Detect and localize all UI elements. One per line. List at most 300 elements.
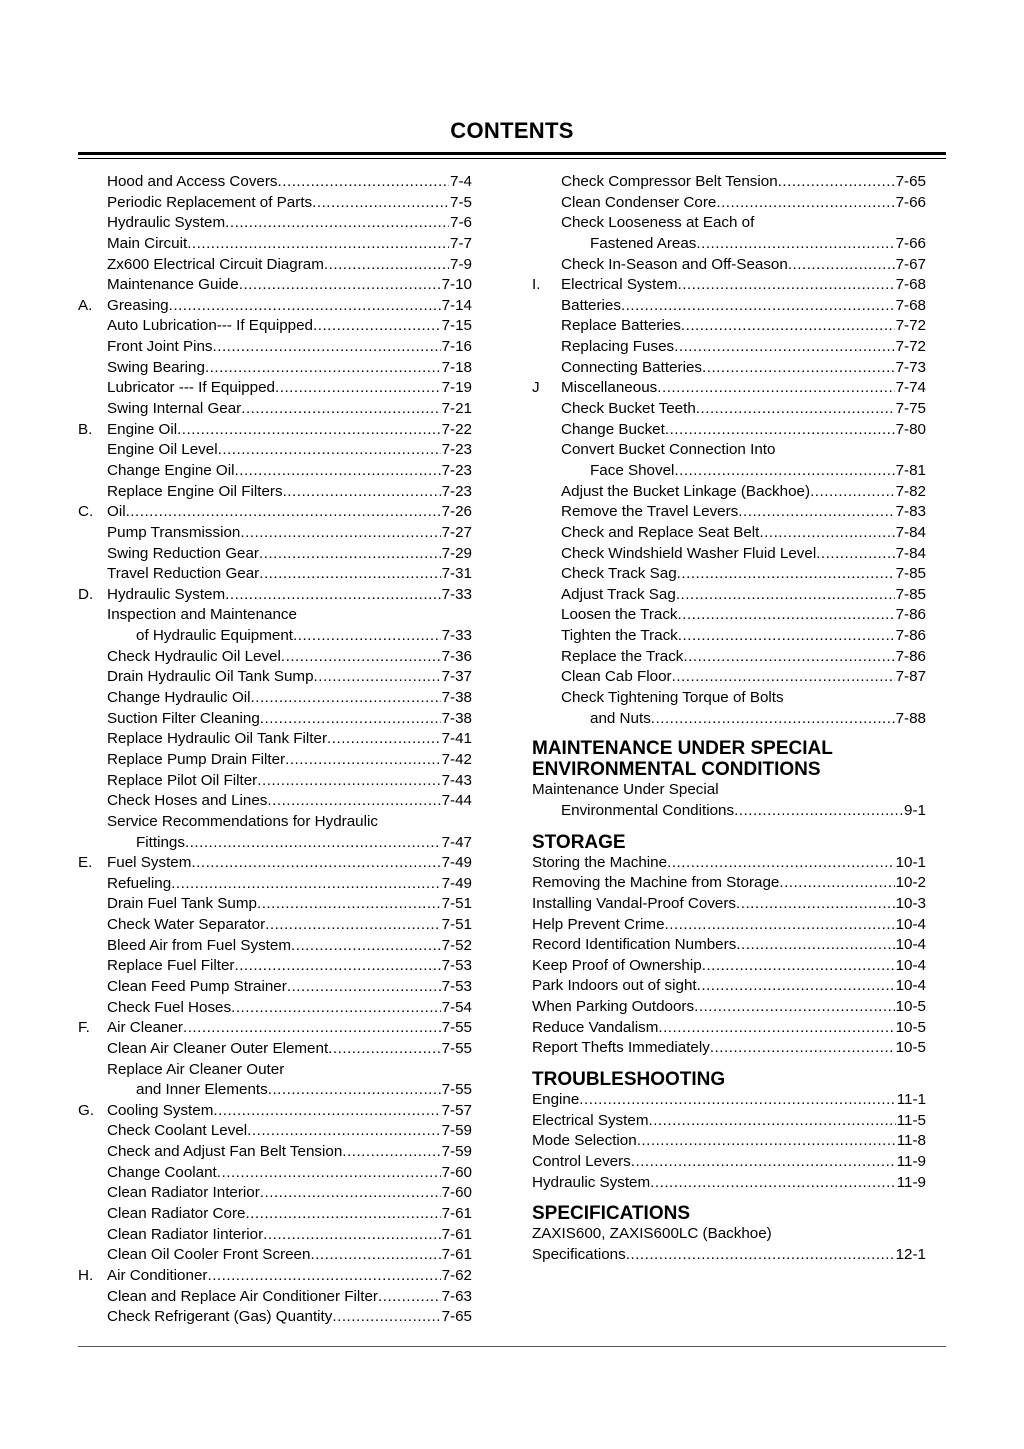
toc-entry-page: 7-6 [450, 214, 472, 232]
toc-entry-title: Hydraulic System [107, 585, 226, 603]
toc-entry[interactable] [78, 1307, 472, 1328]
toc-entry-marker [532, 234, 561, 255]
toc-entry-marker [78, 750, 107, 771]
toc-entry-marker [532, 420, 561, 441]
toc-entry[interactable] [78, 461, 472, 482]
toc-entry[interactable] [78, 812, 472, 833]
toc-entry-marker [78, 1060, 107, 1081]
toc-entry-title: Check and Adjust Fan Belt Tension [107, 1143, 343, 1161]
toc-entry[interactable] [532, 193, 926, 214]
toc-entry[interactable] [532, 935, 926, 956]
toc-entry-title: and Nuts [590, 709, 651, 727]
toc-entry-marker [78, 1307, 107, 1328]
toc-entry[interactable] [78, 1142, 472, 1163]
toc-entry[interactable] [78, 626, 472, 647]
toc-entry-marker: A. [78, 296, 93, 314]
toc-entry[interactable] [78, 234, 472, 255]
toc-entry-page: 9-1 [904, 801, 926, 819]
toc-entry-page: 7-29 [441, 544, 472, 562]
toc-leader-dots [268, 1080, 441, 1101]
toc-entry[interactable] [532, 626, 926, 647]
toc-entry-page: 7-7 [450, 234, 472, 252]
toc-entry-title: Park Indoors out of sight [532, 977, 697, 995]
toc-entry-title: Replace Pilot Oil Filter [107, 771, 258, 789]
toc-entry[interactable] [532, 1090, 926, 1111]
toc-entry-marker [532, 667, 561, 688]
toc-entry[interactable] [78, 936, 472, 957]
toc-entry-title: Check Hydraulic Oil Level [107, 647, 281, 665]
toc-entry[interactable] [78, 874, 472, 895]
toc-entry-page: 10-5 [895, 1039, 926, 1057]
toc-entry-title: Check Bucket Teeth [561, 400, 696, 418]
toc-entry[interactable] [78, 255, 472, 276]
toc-entry[interactable] [78, 977, 472, 998]
toc-entry-page: 10-4 [895, 915, 926, 933]
toc-entry-page: 7-21 [441, 400, 472, 418]
toc-leader-dots [218, 440, 441, 461]
toc-entry[interactable] [78, 1101, 472, 1122]
toc-entry-title: Tighten the Track [561, 627, 678, 645]
toc-entry-marker [78, 1204, 107, 1225]
toc-entry-marker [78, 729, 107, 750]
toc-entry-marker [78, 1163, 107, 1184]
toc-entry-page: 7-42 [441, 750, 472, 768]
toc-entry-title: Face Shovel [590, 461, 675, 479]
toc-entry-title: Reduce Vandalism [532, 1018, 659, 1036]
toc-entry-page: 7-54 [441, 998, 472, 1016]
toc-entry-page: 7-52 [441, 936, 472, 954]
toc-entry-title: Service Recommendations for Hydraulic [107, 812, 378, 830]
toc-entry[interactable] [78, 833, 472, 854]
toc-leader-dots [677, 275, 894, 296]
toc-entry[interactable] [78, 956, 472, 977]
toc-entry-marker [532, 585, 561, 606]
toc-entry[interactable] [78, 1225, 472, 1246]
toc-entry-page: 7-66 [895, 234, 926, 252]
toc-entry-title: Periodic Replacement of Parts [107, 193, 313, 211]
toc-entry-marker [78, 544, 107, 565]
toc-entry-marker [78, 358, 107, 379]
toc-entry-page: 11-5 [896, 1111, 926, 1129]
toc-entry[interactable] [532, 585, 926, 606]
toc-entry-page: 7-72 [895, 317, 926, 335]
toc-entry-page: 7-60 [441, 1184, 472, 1202]
toc-entry[interactable] [532, 647, 926, 668]
toc-entry[interactable] [78, 915, 472, 936]
toc-entry-title: Storing the Machine [532, 853, 668, 871]
toc-entry-marker [78, 791, 107, 812]
toc-entry-marker [532, 564, 561, 585]
toc-entry-marker [532, 296, 561, 317]
toc-entry-title: Engine Oil Level [107, 441, 218, 459]
toc-entry-title: Swing Reduction Gear [107, 544, 259, 562]
toc-leader-dots [759, 523, 894, 544]
toc-entry[interactable] [78, 172, 472, 193]
toc-leader-dots [285, 750, 440, 771]
toc-entry-page: 7-55 [441, 1039, 472, 1057]
toc-entry-marker: C. [78, 503, 94, 521]
toc-entry[interactable] [78, 523, 472, 544]
toc-entry-title: Environmental Conditions [561, 801, 735, 819]
toc-entry-marker [78, 1245, 107, 1266]
toc-entry[interactable] [78, 1266, 472, 1287]
toc-entry-title: Help Prevent Crime [532, 915, 665, 933]
toc-entry[interactable] [532, 296, 926, 317]
toc-leader-dots [328, 1039, 440, 1060]
toc-entry[interactable] [532, 709, 926, 730]
toc-entry-page: 7-68 [895, 296, 926, 314]
toc-entry-title: of Hydraulic Equipment [136, 627, 294, 645]
toc-entry-page: 7-60 [441, 1163, 472, 1181]
toc-entry[interactable] [78, 337, 472, 358]
toc-entry[interactable] [532, 358, 926, 379]
toc-entry-marker: D. [78, 585, 94, 603]
toc-entry-page: 7-62 [441, 1266, 472, 1284]
toc-entry-page: 7-86 [895, 647, 926, 665]
toc-entry[interactable] [532, 956, 926, 977]
toc-entry-marker [532, 193, 561, 214]
toc-leader-dots [251, 688, 441, 709]
toc-entry[interactable] [78, 729, 472, 750]
toc-entry-page: 7-65 [441, 1308, 472, 1326]
toc-entry[interactable] [532, 915, 926, 936]
toc-entry-marker [78, 915, 107, 936]
toc-entry-page: 7-49 [441, 854, 472, 872]
toc-entry[interactable] [78, 998, 472, 1019]
toc-entry-marker [532, 502, 561, 523]
toc-entry[interactable] [532, 1224, 926, 1245]
toc-entry-marker: F. [78, 1019, 90, 1037]
toc-leader-dots [665, 420, 895, 441]
toc-entry[interactable] [532, 440, 926, 461]
toc-entry-page: 7-33 [441, 585, 472, 603]
toc-entry-marker [78, 998, 107, 1019]
toc-entry-title: Maintenance Guide [107, 276, 239, 294]
toc-entry[interactable] [532, 976, 926, 997]
toc-entry-title: Clean Feed Pump Strainer [107, 977, 287, 995]
toc-entry-marker [532, 523, 561, 544]
toc-entry[interactable] [78, 894, 472, 915]
toc-entry[interactable] [532, 873, 926, 894]
toc-entry[interactable] [78, 1080, 472, 1101]
toc-entry[interactable] [78, 709, 472, 730]
toc-entry-marker [532, 358, 561, 379]
toc-entry-page: 7-86 [895, 606, 926, 624]
toc-entry[interactable] [78, 1287, 472, 1308]
toc-entry-title: Clean Cab Floor [561, 668, 672, 686]
toc-entry-page: 7-41 [441, 730, 472, 748]
toc-leader-dots [716, 193, 894, 214]
toc-entry[interactable] [532, 801, 926, 822]
toc-entry[interactable] [78, 358, 472, 379]
toc-leader-dots [314, 667, 441, 688]
toc-entry-marker [78, 1183, 107, 1204]
toc-entry-page: 7-43 [441, 771, 472, 789]
toc-entry[interactable] [532, 1152, 926, 1173]
toc-entry-marker: E. [78, 854, 93, 872]
toc-leader-dots [648, 1111, 895, 1132]
toc-leader-dots [187, 234, 449, 255]
toc-leader-dots [579, 1090, 895, 1111]
toc-entry-title: Clean Radiator Core [107, 1205, 246, 1223]
toc-entry-page: 7-85 [895, 565, 926, 583]
toc-entry-title: Swing Internal Gear [107, 400, 242, 418]
toc-entry[interactable] [532, 564, 926, 585]
toc-entry-title: Keep Proof of Ownership [532, 956, 702, 974]
toc-entry-page: 7-31 [441, 565, 472, 583]
toc-entry[interactable] [532, 1131, 926, 1152]
toc-entry-marker [532, 688, 561, 709]
toc-entry[interactable] [78, 1121, 472, 1142]
toc-entry-title: Replace Engine Oil Filters [107, 482, 283, 500]
toc-entry-marker [78, 936, 107, 957]
toc-leader-dots [678, 605, 895, 626]
toc-entry-title: Specifications [532, 1245, 626, 1263]
toc-entry-page: 10-2 [895, 874, 926, 892]
toc-entry[interactable] [532, 780, 926, 801]
toc-entry-title: Remove the Travel Levers [561, 503, 739, 521]
toc-entry-marker [532, 213, 561, 234]
section-heading-troubleshooting: TROUBLESHOOTING [532, 1068, 726, 1090]
toc-entry-title: ZAXIS600, ZAXIS600LC (Backhoe) [532, 1225, 772, 1243]
toc-entry-title: Electrical System [561, 276, 678, 294]
toc-entry-marker [532, 337, 561, 358]
toc-leader-dots [257, 771, 440, 792]
toc-entry-title: Check Coolant Level [107, 1122, 248, 1140]
toc-entry-page: 7-55 [441, 1019, 472, 1037]
toc-entry-title: Replacing Fuses [561, 338, 675, 356]
toc-entry-title: Front Joint Pins [107, 338, 213, 356]
toc-right-column [532, 172, 926, 1265]
toc-entry[interactable] [78, 585, 472, 606]
toc-entry[interactable] [532, 502, 926, 523]
section-heading-special-1: MAINTENANCE UNDER SPECIAL [532, 738, 833, 760]
toc-entry[interactable] [532, 523, 926, 544]
toc-entry-title: Engine [532, 1090, 580, 1108]
toc-entry[interactable] [78, 482, 472, 503]
toc-entry[interactable] [532, 482, 926, 503]
toc-entry-title: Check Refrigerant (Gas) Quantity [107, 1308, 333, 1326]
toc-entry[interactable] [78, 1163, 472, 1184]
toc-entry[interactable] [78, 399, 472, 420]
toc-leader-dots [171, 874, 440, 895]
toc-right-list [532, 172, 926, 729]
toc-entry-marker [78, 1039, 107, 1060]
toc-entry-page: 7-9 [450, 255, 472, 273]
toc-leader-dots [293, 626, 441, 647]
toc-entry-page: 7-14 [441, 296, 472, 314]
toc-entry[interactable] [78, 213, 472, 234]
toc-entry-title: Check Fuel Hoses [107, 998, 232, 1016]
toc-entry[interactable] [532, 378, 926, 399]
toc-entry-marker [78, 605, 107, 626]
toc-entry-page: 7-67 [895, 255, 926, 273]
toc-entry-marker [532, 605, 561, 626]
toc-entry[interactable] [78, 1204, 472, 1225]
toc-entry[interactable] [78, 750, 472, 771]
toc-entry-marker [78, 461, 107, 482]
toc-leader-dots [651, 709, 895, 730]
toc-entry-title: Replace the Track [561, 647, 684, 665]
toc-entry[interactable] [78, 193, 472, 214]
toc-entry[interactable] [78, 316, 472, 337]
toc-entry-marker [78, 399, 107, 420]
toc-entry[interactable] [78, 544, 472, 565]
toc-leader-dots [247, 1121, 440, 1142]
toc-entry-marker [532, 482, 561, 503]
toc-entry[interactable] [78, 378, 472, 399]
toc-entry-page: 7-73 [895, 358, 926, 376]
toc-leader-dots [239, 275, 441, 296]
toc-entry[interactable] [78, 502, 472, 523]
toc-entry[interactable] [78, 564, 472, 585]
toc-entry-page: 7-55 [441, 1081, 472, 1099]
toc-entry-title: Replace Batteries [561, 317, 681, 335]
toc-entry-marker [78, 667, 107, 688]
toc-left-column [78, 172, 472, 1328]
toc-entry-title: Clean and Replace Air Conditioner Filter [107, 1287, 378, 1305]
toc-entry-title: Drain Hydraulic Oil Tank Sump [107, 668, 314, 686]
toc-entry-title: Clean Condenser Core [561, 193, 717, 211]
toc-entry[interactable] [78, 791, 472, 812]
toc-entry-page: 10-4 [895, 956, 926, 974]
toc-entry[interactable] [78, 420, 472, 441]
toc-entry-page: 7-88 [895, 709, 926, 727]
toc-entry-page: 7-68 [895, 276, 926, 294]
toc-entry[interactable] [532, 667, 926, 688]
toc-entry-marker [78, 523, 107, 544]
toc-entry-page: 7-81 [895, 461, 926, 479]
toc-entry[interactable] [78, 667, 472, 688]
toc-entry-title: Clean Radiator Interior [107, 1184, 260, 1202]
toc-entry-marker [532, 172, 561, 193]
toc-entry-marker [532, 440, 561, 461]
toc-leader-dots [665, 915, 895, 936]
toc-entry-title: Suction Filter Cleaning [107, 709, 260, 727]
toc-leader-dots [779, 873, 894, 894]
toc-entry[interactable] [532, 234, 926, 255]
toc-entry-marker [78, 213, 107, 234]
toc-entry-title: Clean Oil Cooler Front Screen [107, 1246, 311, 1264]
toc-leader-dots [257, 894, 441, 915]
toc-leader-dots [185, 833, 441, 854]
toc-entry-title: Removing the Machine from Storage [532, 874, 780, 892]
toc-entry-page: 7-84 [895, 544, 926, 562]
toc-entry[interactable] [532, 544, 926, 565]
toc-entry[interactable] [78, 1060, 472, 1081]
toc-entry[interactable] [78, 275, 472, 296]
toc-entry-title: Check In-Season and Off-Season [561, 255, 788, 273]
toc-entry[interactable] [532, 213, 926, 234]
toc-entry[interactable] [532, 337, 926, 358]
toc-entry-marker [78, 709, 107, 730]
toc-leader-dots [259, 544, 441, 565]
toc-entry[interactable] [78, 605, 472, 626]
toc-entry-title: Fastened Areas [590, 234, 697, 252]
toc-entry[interactable] [532, 1173, 926, 1194]
toc-entry-title: Bleed Air from Fuel System [107, 936, 291, 954]
toc-leader-dots [275, 378, 441, 399]
toc-entry-title: Adjust the Bucket Linkage (Backhoe) [561, 482, 811, 500]
toc-leader-dots [191, 853, 440, 874]
toc-entry[interactable] [532, 688, 926, 709]
toc-entry[interactable] [532, 316, 926, 337]
toc-leader-dots [683, 647, 894, 668]
toc-entry-page: 7-23 [441, 441, 472, 459]
toc-entry-page: 7-26 [441, 503, 472, 521]
toc-leader-dots [231, 998, 441, 1019]
toc-entry-page: 11-9 [896, 1152, 926, 1170]
toc-entry-page: 7-33 [441, 627, 472, 645]
toc-entry[interactable] [532, 172, 926, 193]
toc-entry-page: 7-15 [441, 317, 472, 335]
toc-entry-page: 7-38 [441, 689, 472, 707]
toc-entry-page: 7-66 [895, 193, 926, 211]
toc-entry-page: 7-23 [441, 482, 472, 500]
toc-leader-dots [267, 791, 440, 812]
toc-entry[interactable] [78, 688, 472, 709]
toc-entry[interactable] [532, 997, 926, 1018]
toc-entry-title: Inspection and Maintenance [107, 606, 297, 624]
toc-entry-title: Main Circuit [107, 234, 188, 252]
toc-entry-page: 11-1 [896, 1090, 926, 1108]
toc-entry[interactable] [78, 440, 472, 461]
toc-entry[interactable] [532, 275, 926, 296]
toc-entry[interactable] [532, 1111, 926, 1132]
toc-leader-dots [234, 956, 440, 977]
section-heading-specifications: SPECIFICATIONS [532, 1203, 690, 1225]
toc-entry-page: 7-74 [895, 379, 926, 397]
toc-leader-dots [657, 378, 894, 399]
toc-entry-marker [78, 1121, 107, 1142]
toc-entry-page: 10-1 [895, 853, 926, 871]
toc-leader-dots [225, 585, 440, 606]
toc-entry[interactable] [532, 605, 926, 626]
toc-entry-title: Electrical System [532, 1111, 649, 1129]
toc-entry[interactable] [532, 420, 926, 441]
toc-entry[interactable] [78, 1245, 472, 1266]
toc-leader-dots [678, 626, 895, 647]
toc-entry-marker [78, 482, 107, 503]
toc-leader-dots [205, 358, 441, 379]
toc-leader-dots [810, 482, 895, 503]
toc-entry[interactable] [532, 399, 926, 420]
toc-entry[interactable] [532, 1038, 926, 1059]
toc-entry[interactable] [532, 461, 926, 482]
toc-entry[interactable] [78, 771, 472, 792]
toc-entry[interactable] [532, 894, 926, 915]
toc-leader-dots [650, 1173, 896, 1194]
toc-entry[interactable] [532, 1245, 926, 1266]
toc-entry[interactable] [78, 1018, 472, 1039]
toc-entry[interactable] [532, 1018, 926, 1039]
toc-entry[interactable] [78, 647, 472, 668]
toc-entry-title: Engine Oil [107, 420, 178, 438]
toc-entry[interactable] [78, 1183, 472, 1204]
toc-entry-title: Report Thefts Immediately [532, 1039, 710, 1057]
toc-entry-page: 12-1 [895, 1245, 926, 1263]
toc-entry[interactable] [532, 853, 926, 874]
toc-entry[interactable] [532, 255, 926, 276]
toc-entry-marker [78, 316, 107, 337]
toc-entry-marker: I. [532, 276, 541, 294]
toc-entry[interactable] [78, 296, 472, 317]
toc-leader-dots [213, 337, 441, 358]
toc-entry-title: Replace Air Cleaner Outer [107, 1060, 285, 1078]
toc-entry[interactable] [78, 1039, 472, 1060]
toc-entry-title: Connecting Batteries [561, 358, 702, 376]
toc-entry[interactable] [78, 853, 472, 874]
